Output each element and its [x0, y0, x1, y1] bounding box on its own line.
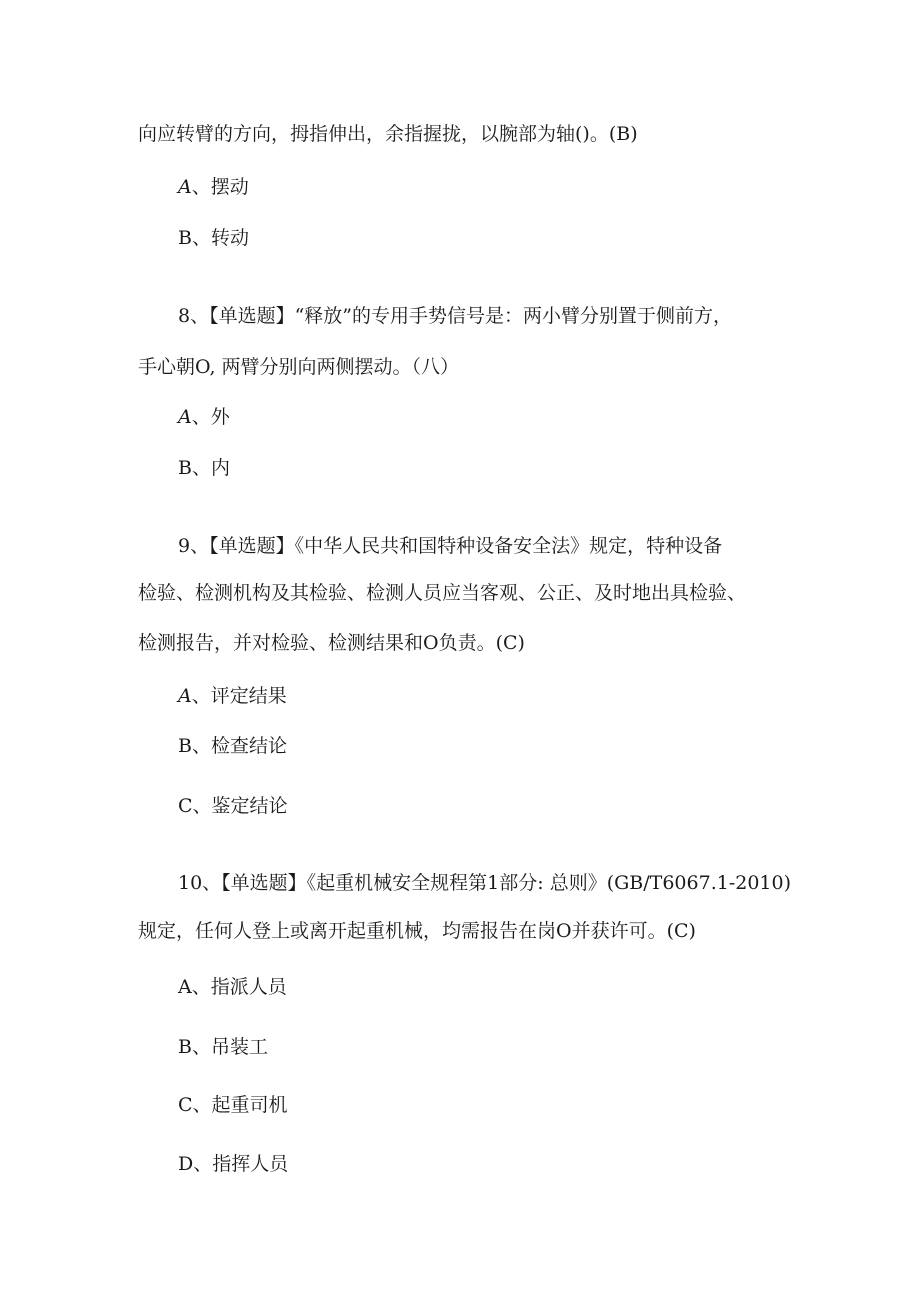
q7-option-b: B、转动: [178, 227, 249, 249]
q9-option-a: 𝐴、评定结果: [178, 685, 287, 707]
q9-text-line1: 9、【单选题】《中华人民共和国特种设备安全法》规定，特种设备: [178, 535, 723, 557]
q8-text-line1: 8、【单选题】“释放”的专用手势信号是：两小臂分别置于侧前方，: [178, 305, 733, 327]
q9-option-c: C、鉴定结论: [178, 795, 288, 817]
q10-option-b: B、吊装工: [178, 1036, 268, 1058]
q9-option-b: B、检查结论: [178, 735, 287, 757]
q9-text-line3: 检测报告，并对检验、检测结果和O负责。(C): [138, 632, 525, 654]
q8-option-b: B、内: [178, 457, 230, 479]
q10-option-c: C、起重司机: [178, 1094, 288, 1116]
q8-text-line2: 手心朝O, 两臂分别向两侧摆动。（八）: [138, 356, 460, 378]
q10-text-line2: 规定，任何人登上或离开起重机械，均需报告在岗O并获许可。(C): [138, 920, 696, 942]
q10-text-line1: 10、【单选题】《起重机械安全规程第1部分: 总则》(GB/T6067.1-2010): [178, 872, 792, 894]
q7-text-tail: 向应转臂的方向，拇指伸出，余指握拢，以腕部为轴()。(B): [138, 123, 638, 145]
q10-option-a: A、指派人员: [178, 976, 287, 998]
q8-option-a: 𝐴、外: [178, 406, 230, 428]
q9-text-line2: 检验、检测机构及其检验、检测人员应当客观、公正、及时地出具检验、: [138, 582, 747, 604]
q7-option-a: 𝐴、摆动: [178, 176, 249, 198]
q10-option-d: D、指挥人员: [178, 1153, 289, 1175]
